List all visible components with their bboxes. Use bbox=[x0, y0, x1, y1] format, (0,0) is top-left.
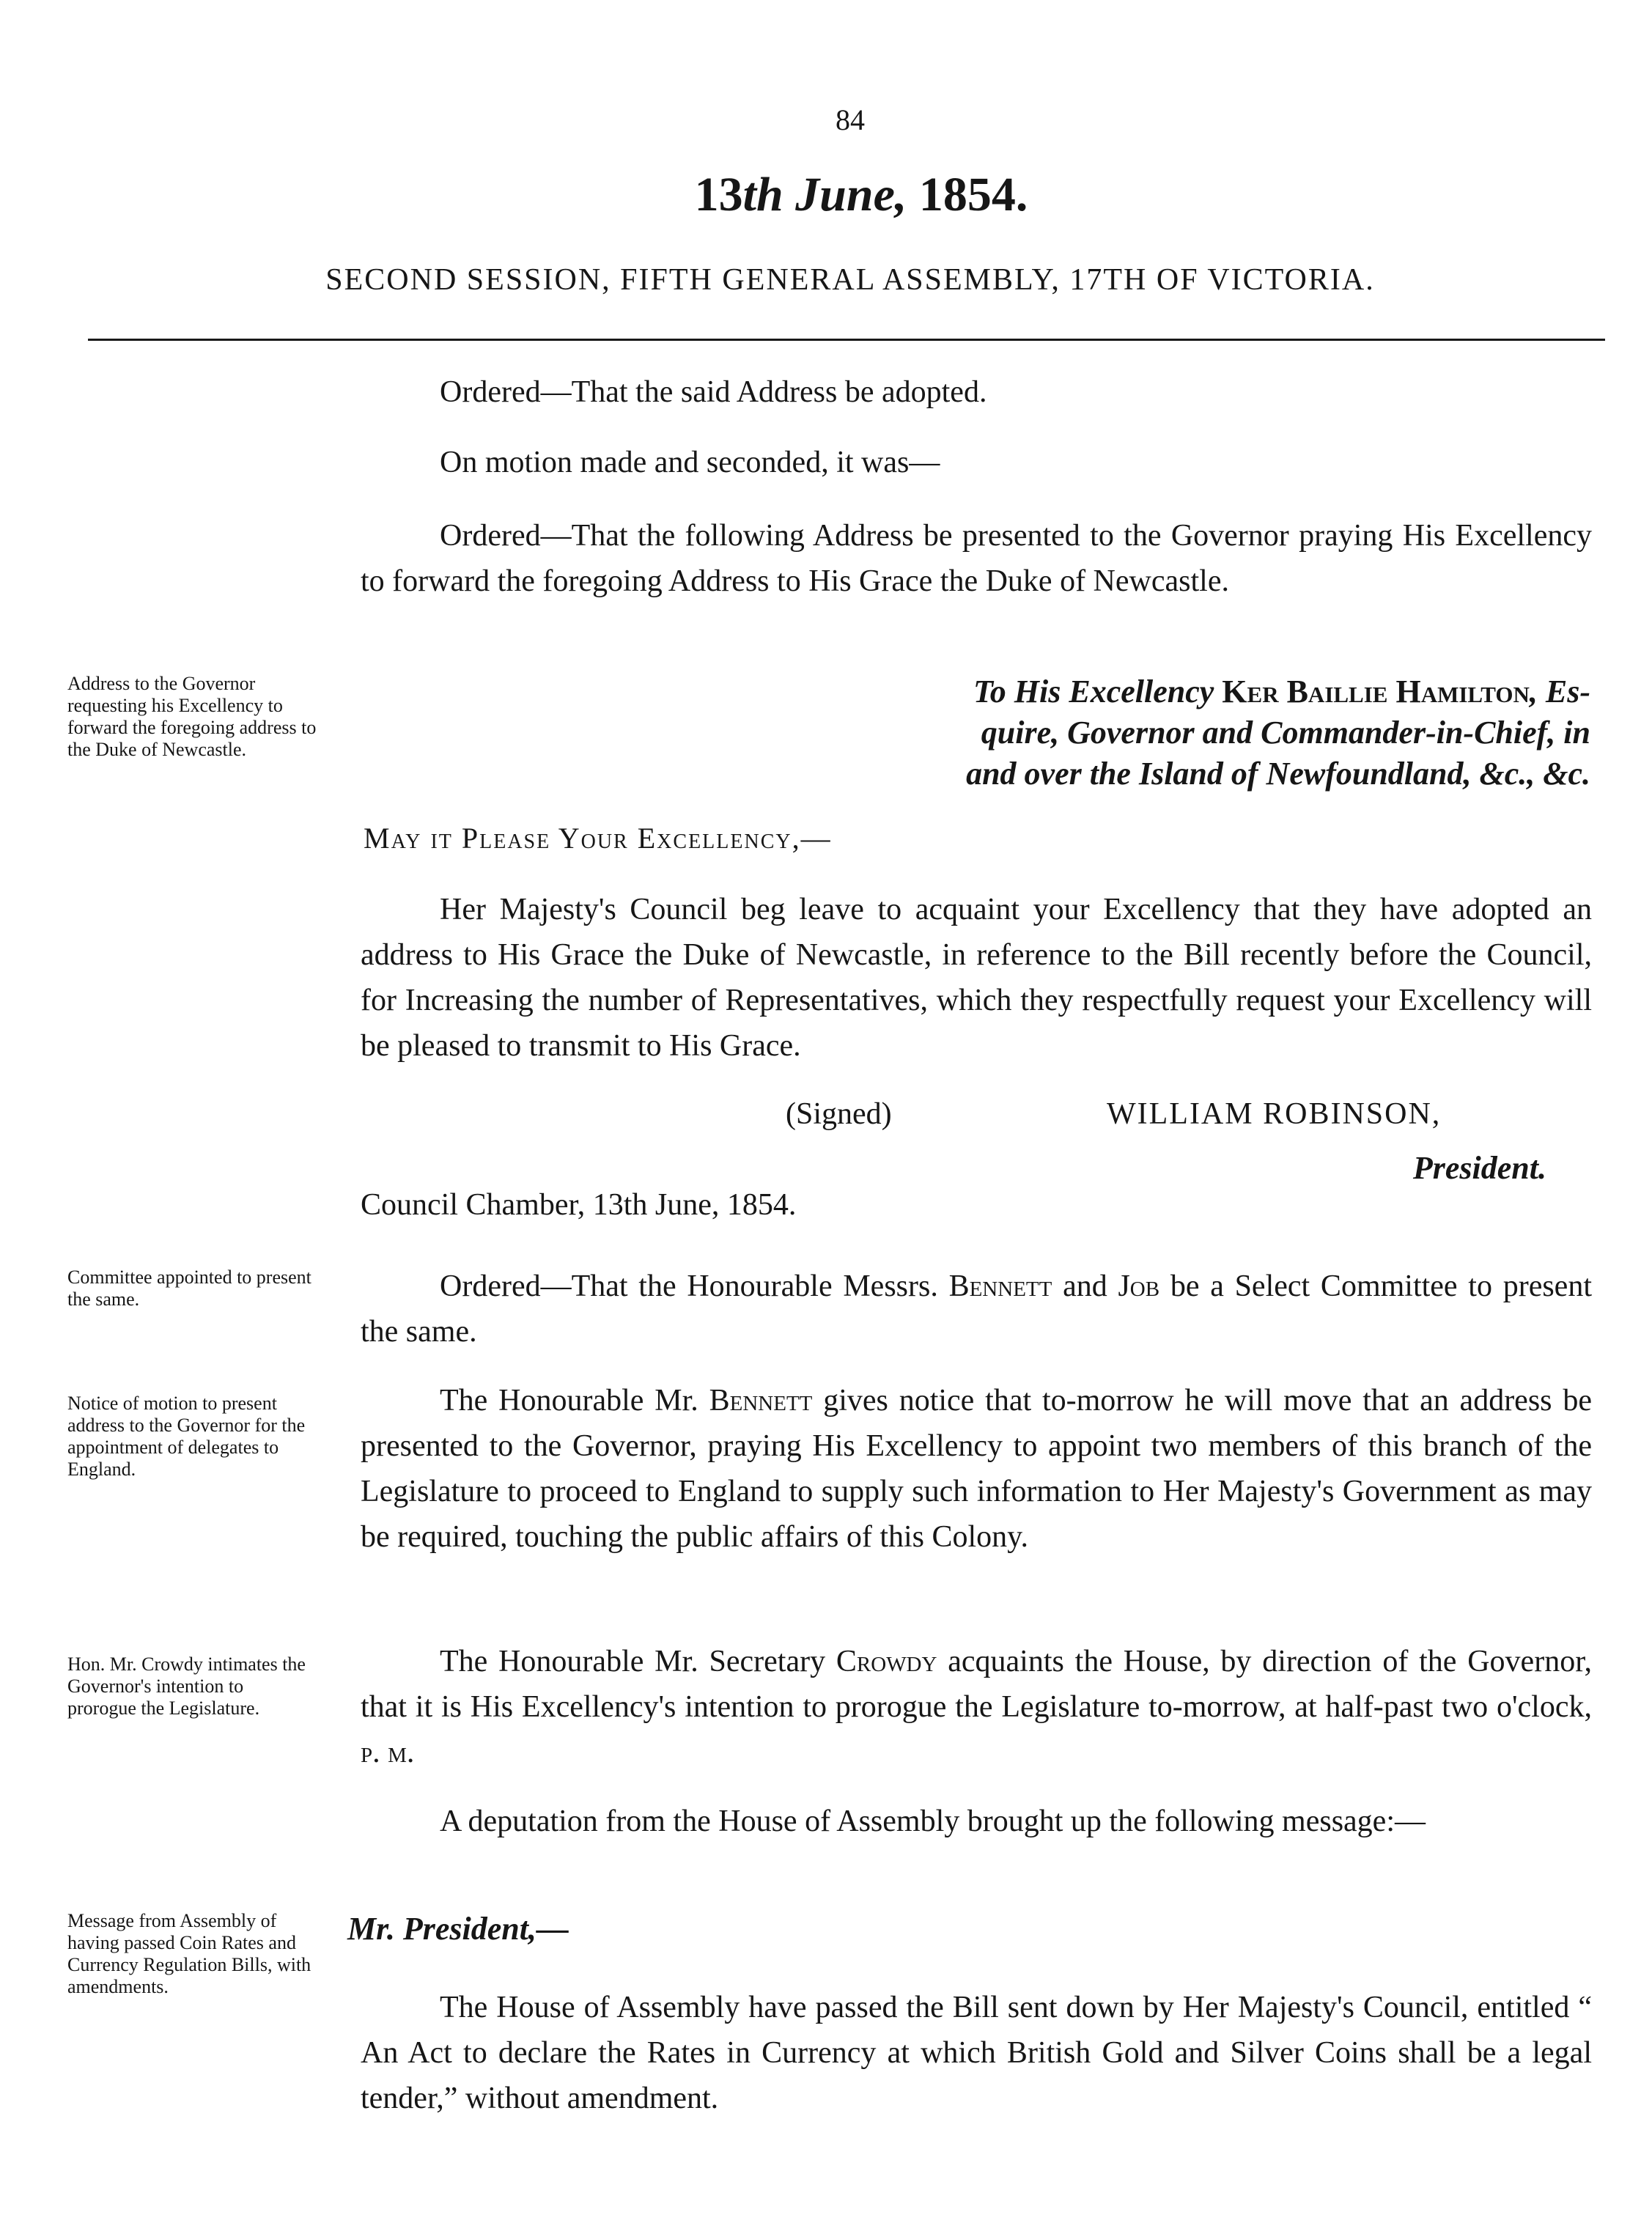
mr-president-salutation: Mr. President,— bbox=[347, 1911, 569, 1947]
paragraph-notice-of-motion bbox=[361, 1378, 1592, 1560]
address-line-3: and over the Island of Newfoundland, &c., &c. bbox=[966, 756, 1590, 792]
paragraph-ordered-adopted: Ordered—That the said Address be adopted. bbox=[440, 375, 987, 409]
paragraph-prorogue bbox=[361, 1639, 1592, 1775]
date-ordinal: th bbox=[742, 168, 783, 221]
margin-note-notice-motion: Notice of motion to present address to the Governor for the appointment of delegates to England. bbox=[67, 1393, 306, 1480]
member-name-crowdy: Crowdy bbox=[836, 1645, 937, 1678]
member-name-bennett: Bennett bbox=[948, 1269, 1052, 1303]
council-chamber-date: Council Chamber, 13th June, 1854. bbox=[361, 1188, 797, 1222]
paragraph-prorogue-text: The Honourable Mr. Secretary bbox=[440, 1645, 836, 1678]
member-name-job: Job bbox=[1118, 1269, 1160, 1303]
member-name-bennett-2: Bennett bbox=[709, 1384, 813, 1418]
paragraph-select-committee-end: be a Select Committee to present the same. bbox=[361, 1269, 1592, 1349]
paragraph-notice-text: The Honourable Mr. bbox=[440, 1384, 709, 1418]
date-day: 13 bbox=[694, 168, 743, 221]
margin-note-address-governor: Address to the Governor requesting his Excellency to forward the foregoing address to the Duke of Newcastle. bbox=[67, 673, 317, 760]
signed-label: (Signed) bbox=[786, 1097, 892, 1131]
page-date bbox=[440, 167, 1283, 223]
salutation: May it Please Your Excellency,— bbox=[364, 822, 832, 855]
paragraph-prorogue-middle: acquaints the House, by direction of the Governor, that it is His Excellency's intention to prorogue the Legislature to-morrow, at half-past two o'clock, bbox=[361, 1645, 1592, 1724]
governor-name: Ker Baillie Hamilton bbox=[1222, 674, 1530, 709]
paragraph-ordered-address: Ordered—That the following Address be presented to the Governor praying His Excellency to forward the foregoing Address to His Grace the Duke of Newcastle. bbox=[361, 519, 1592, 598]
paragraph-council-letter: Her Majesty's Council beg leave to acquaint your Excellency that they have adopted an address to His Grace the Duke of Newcastle, in reference to the Bill recently before the Council, for Increasing the number of Representatives, which they respectfully request your Excellency will be pleased to transmit to His Grace. bbox=[361, 893, 1592, 1063]
paragraph-select-committee-text: Ordered—That the Honourable Messrs. bbox=[440, 1269, 949, 1303]
paragraph-deputation: A deputation from the House of Assembly brought up the following message:— bbox=[440, 1804, 1426, 1838]
paragraph-notice-end: gives notice that to-morrow he will move that an address be presented to the Governor, praying His Excellency to appoint two members of this branch of the Legislature to proceed to England to supply such information to Her Majesty's Government as may be required, touching the public affairs of this Colony. bbox=[361, 1384, 1592, 1554]
address-line-1-text: To His Excellency bbox=[973, 674, 1223, 709]
address-heading bbox=[733, 671, 1590, 795]
header-rule bbox=[88, 339, 1605, 341]
date-year: 1854. bbox=[918, 168, 1028, 221]
signer-name: WILLIAM ROBINSON, bbox=[1107, 1097, 1442, 1131]
margin-note-message-assembly: Message from Assembly of having passed Coin Rates and Currency Regulation Bills, with amendments. bbox=[67, 1910, 311, 1997]
session-heading: SECOND SESSION, FIFTH GENERAL ASSEMBLY, 17TH OF VICTORIA. bbox=[325, 263, 1375, 297]
address-line-1 bbox=[733, 671, 1590, 712]
margin-note-committee: Committee appointed to present the same. bbox=[67, 1267, 311, 1310]
paragraph-assembly-message: The House of Assembly have passed the Bill sent down by Her Majesty's Council, entitled “ An Act to declare the Rates in Currency at which British Gold and Silver Coins shall be a legal tender,” without amendment. bbox=[361, 1991, 1592, 2115]
signer-title: President. bbox=[1412, 1150, 1546, 1186]
address-line-2: quire, Governor and Commander-in-Chief, in bbox=[981, 715, 1590, 751]
time-pm: p. m. bbox=[361, 1736, 415, 1769]
paragraph-select-committee-and: and bbox=[1052, 1269, 1118, 1303]
paragraph-select-committee bbox=[361, 1264, 1592, 1354]
page-number: 84 bbox=[836, 103, 865, 136]
date-month: June, bbox=[795, 168, 907, 221]
paragraph-motion: On motion made and seconded, it was— bbox=[440, 446, 940, 479]
margin-note-prorogue: Hon. Mr. Crowdy intimates the Governor's intention to prorogue the Legislature. bbox=[67, 1654, 306, 1719]
address-line-1-end: , Es- bbox=[1529, 674, 1590, 709]
